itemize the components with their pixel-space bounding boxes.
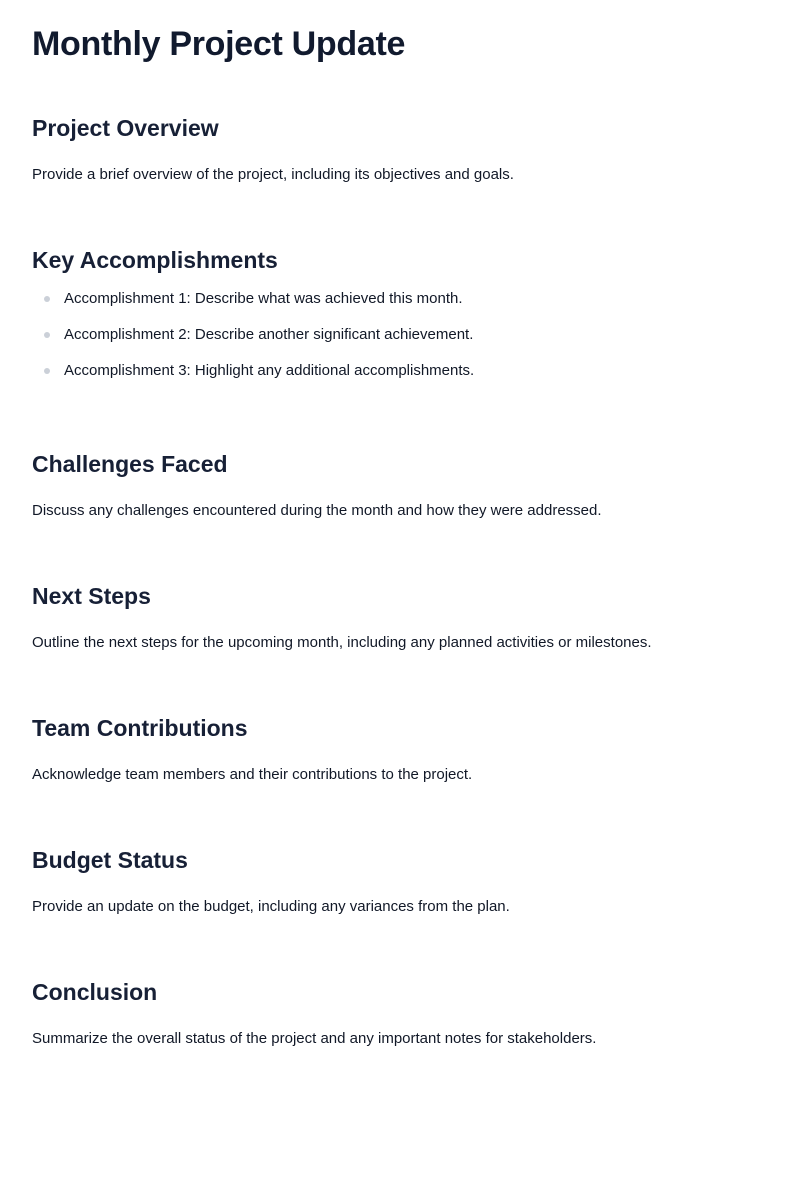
list-item [32,324,474,360]
bullet-icon [44,368,50,374]
section-heading: Key Accomplishments [32,247,278,273]
section-body: Provide an update on the budget, including any variances from the plan. [32,898,510,915]
section-next-steps [32,580,768,651]
section-body: Outline the next steps for the upcoming month, including any planned activities or milestones. [32,634,652,651]
page-title: Monthly Project Update [32,25,406,63]
list-item [32,360,474,396]
list-item-text: Accomplishment 2: Describe another significant achievement. [64,326,474,343]
section-body: Discuss any challenges encountered during the month and how they were addressed. [32,502,602,519]
list-item-text: Accomplishment 3: Highlight any additional accomplishments. [64,362,475,379]
bullet-icon [44,296,50,302]
section-body: Acknowledge team members and their contributions to the project. [32,766,473,783]
section-body: Summarize the overall status of the project and any important notes for stakeholders. [32,1030,597,1047]
section-heading: Team Contributions [32,715,248,741]
list-item-text: Accomplishment 1: Describe what was achieved this month. [64,290,463,307]
section-heading: Challenges Faced [32,451,228,477]
accomplishments-list [32,288,474,396]
section-challenges-faced [32,448,768,519]
section-heading: Conclusion [32,979,158,1005]
section-conclusion [32,976,768,1047]
bullet-icon [44,332,50,338]
section-project-overview [32,112,768,183]
section-team-contributions [32,712,768,783]
section-key-accomplishments [32,244,768,379]
section-heading: Budget Status [32,847,188,873]
section-budget-status [32,844,768,915]
section-body: Provide a brief overview of the project, including its objectives and goals. [32,166,514,183]
list-item [32,288,474,324]
section-heading: Next Steps [32,583,151,609]
section-heading: Project Overview [32,115,219,141]
